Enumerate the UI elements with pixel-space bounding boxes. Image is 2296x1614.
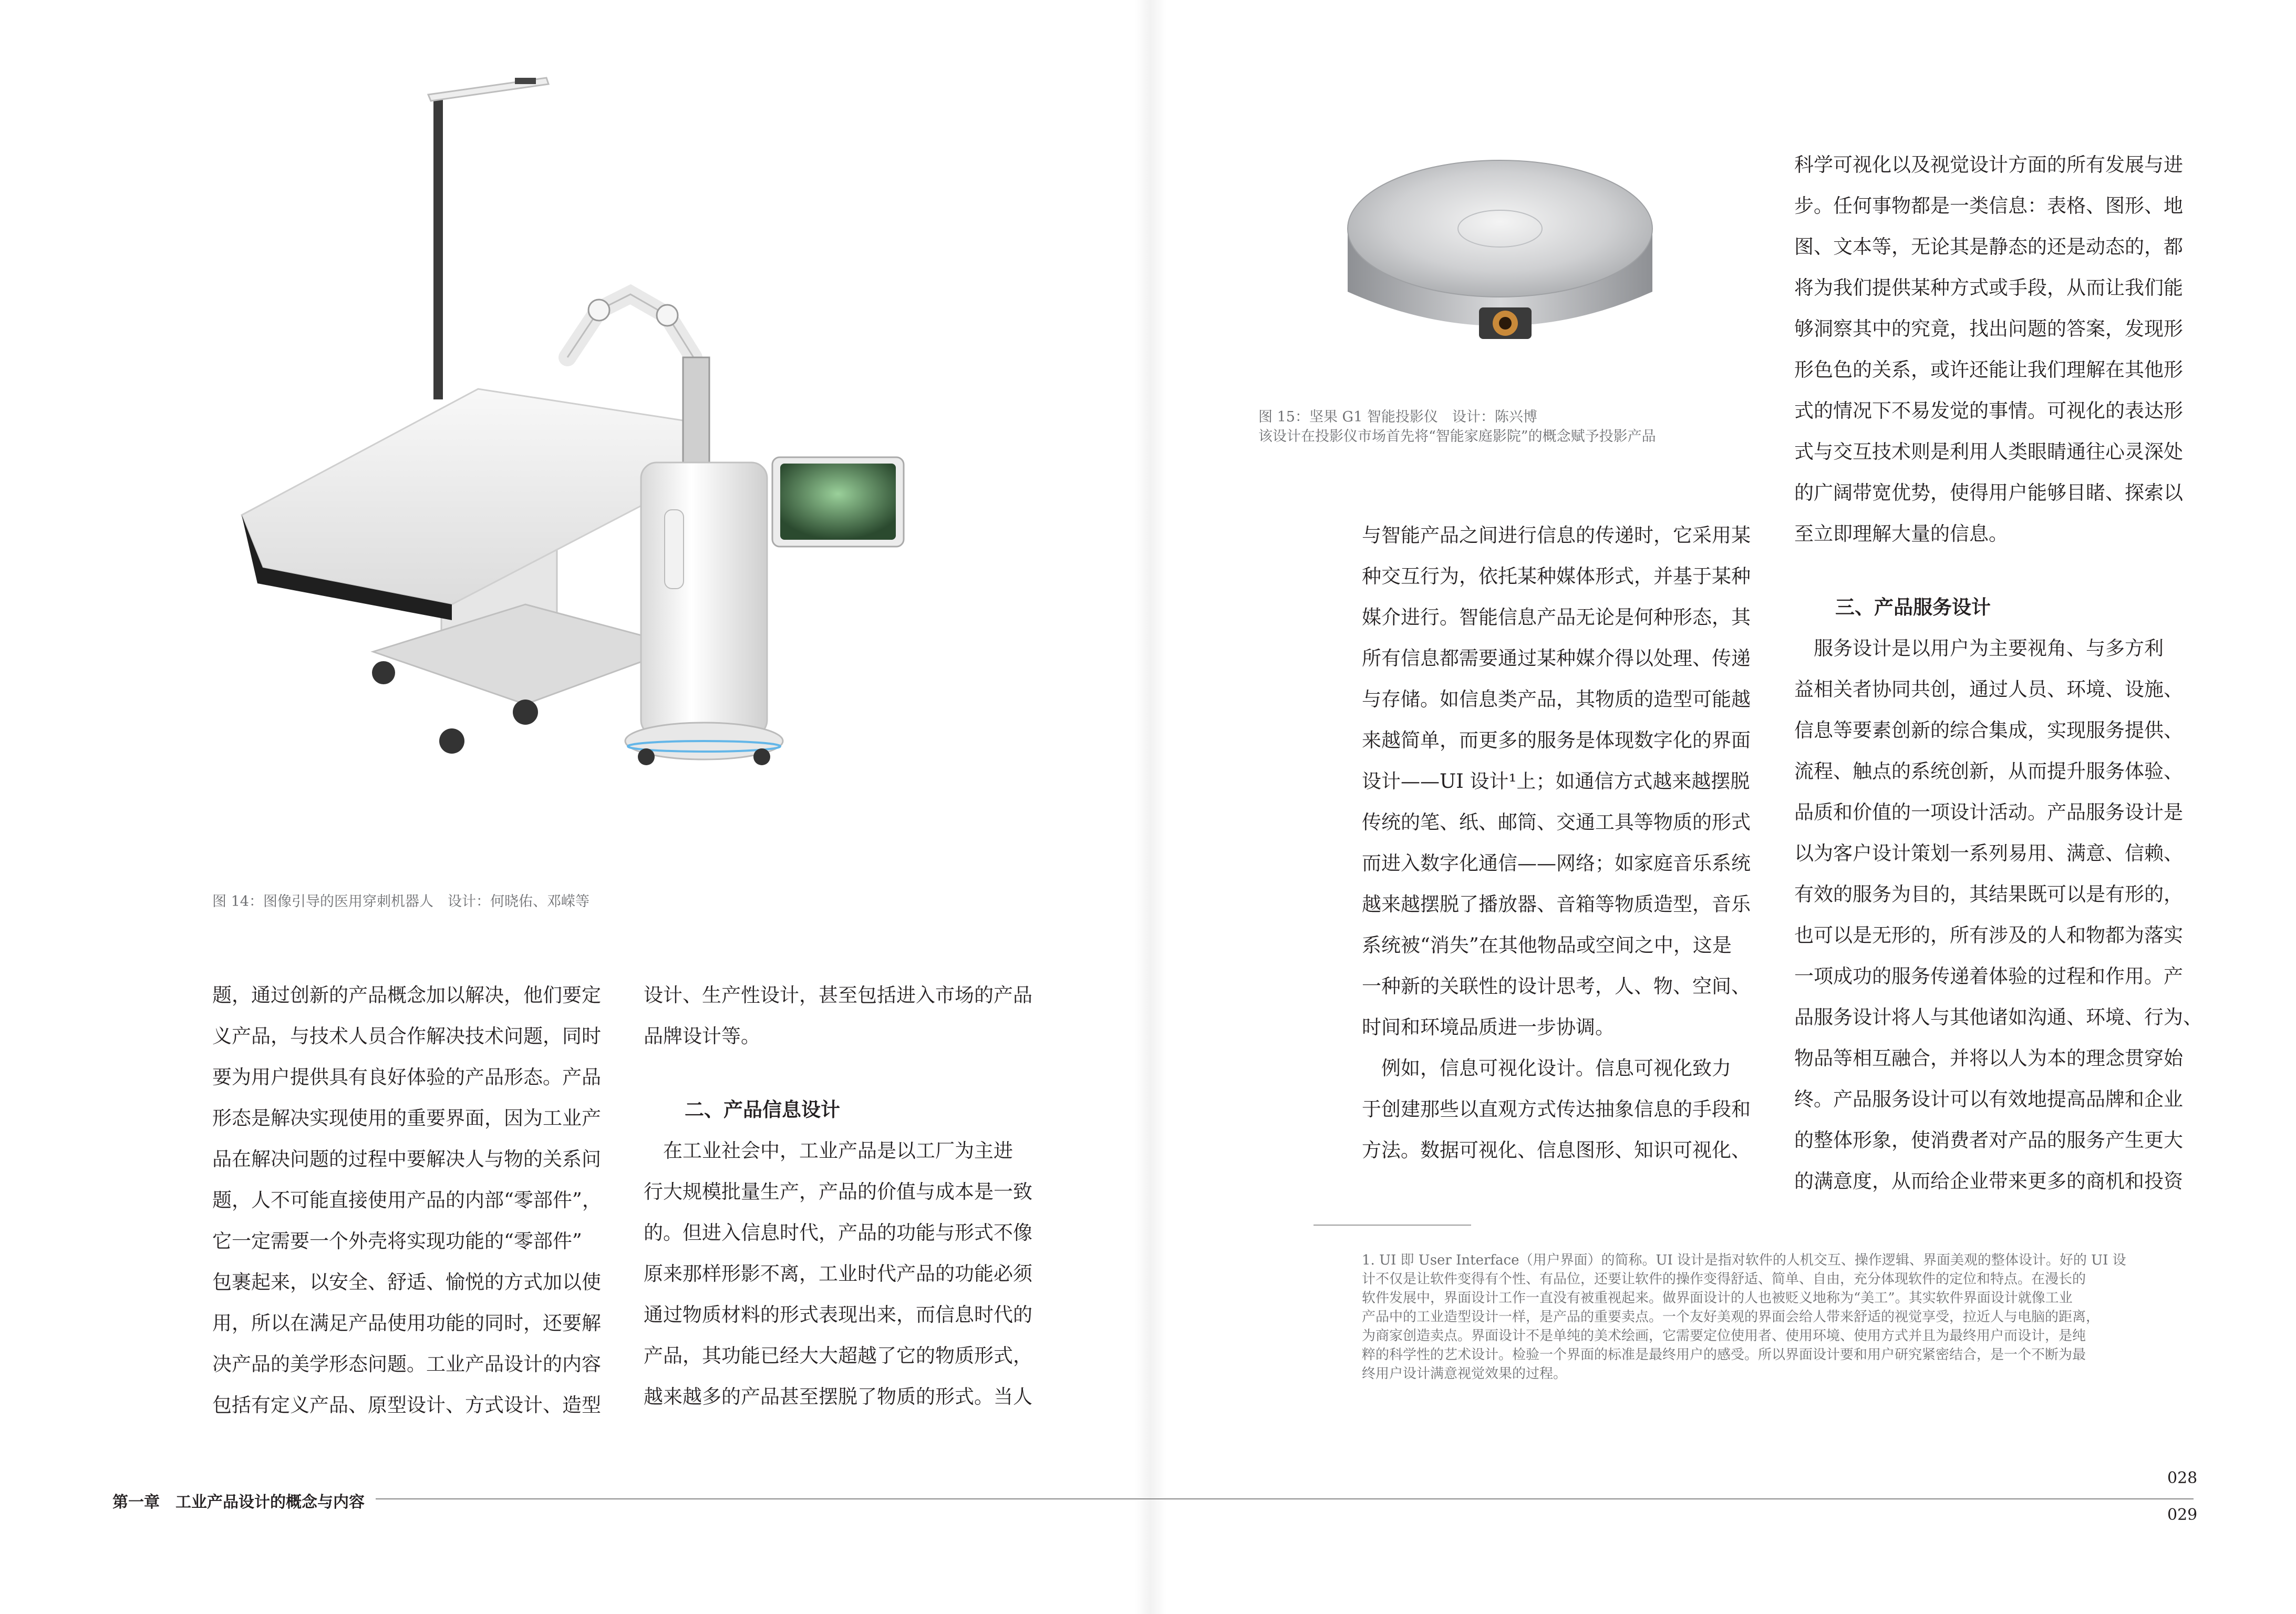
- page-gutter: [1135, 0, 1166, 1614]
- text-line: 种交互行为，依托某种媒体形式，并基于某种: [1362, 565, 1751, 588]
- text-line: 媒介进行。智能信息产品无论是何种形态，其: [1362, 606, 1751, 629]
- text-line: 式与交互技术则是利用人类眼睛通往心灵深处: [1794, 440, 2183, 463]
- text-line: 题，人不可能直接使用产品的内部“零部件”，: [212, 1189, 602, 1211]
- text-line: 通过物质材料的形式表现出来，而信息时代的: [644, 1303, 1032, 1326]
- text-line: 题，通过创新的产品概念加以解决，他们要定: [212, 984, 601, 1006]
- text-line: 所有信息都需要通过某种媒介得以处理、传递: [1362, 647, 1751, 670]
- page-number-left: 028: [2167, 1469, 2198, 1487]
- text-line: 包裹起来，以安全、舒适、愉悦的方式加以使: [212, 1271, 601, 1293]
- footnote-line: 1. UI 即 User Interface（用户界面）的简称。UI 设计是指对软件的人机交互、操作逻辑、界面美观的整体设计。好的 UI 设: [1362, 1252, 2126, 1268]
- figure-14-robot-image: [231, 63, 956, 809]
- footnote-line: 产品中的工业造型设计一样，是产品的重要卖点。一个友好美观的界面会给人带来舒适的视觉享受，拉近人与电脑的距离，: [1362, 1309, 2100, 1325]
- footnote-line: 为商家创造卖点。界面设计不是单纯的美术绘画，它需要定位使用者、使用环境、使用方式并且为最终用户而设计，是纯: [1362, 1328, 2086, 1344]
- text-line: 至立即理解大量的信息。: [1794, 522, 2008, 545]
- text-line: 与智能产品之间进行信息的传递时，它采用某: [1362, 524, 1751, 547]
- text-line: 够洞察其中的究竟，找出问题的答案，发现形: [1794, 317, 2183, 340]
- text-line: 在工业社会中，工业产品是以工厂为主进: [644, 1139, 1013, 1162]
- text-line: 以为客户设计策划一系列易用、满意、信赖、: [1794, 842, 2183, 865]
- text-line: 传统的笔、纸、邮筒、交通工具等物质的形式: [1362, 811, 1751, 834]
- footnote: [1362, 1251, 2126, 1383]
- text-line: 要为用户提供具有良好体验的产品形态。产品: [212, 1066, 601, 1088]
- text-line: 设计、生产性设计，甚至包括进入市场的产品: [644, 984, 1032, 1006]
- text-line: 越来越摆脱了播放器、音箱等物质造型，音乐: [1362, 893, 1751, 916]
- text-line: 物品等相互融合，并将以人为本的理念贯穿始: [1794, 1047, 2183, 1070]
- footnote-line: 计不仅是让软件变得有个性、有品位，还要让软件的操作变得舒适、简单、自由，充分体现软件的定位和特点。在漫长的: [1362, 1271, 2086, 1287]
- text-line: 有效的服务为目的，其结果既可以是有形的，: [1794, 883, 2183, 906]
- text-line: 式的情况下不易发觉的事情。可视化的表达形: [1794, 399, 2183, 422]
- text-line: 来越简单，而更多的服务是体现数字化的界面: [1362, 729, 1751, 752]
- text-line: 步。任何事物都是一类信息：表格、图形、地: [1794, 194, 2183, 217]
- page-number-right: 029: [2167, 1506, 2198, 1524]
- text-line: 益相关者协同共创，通过人员、环境、设施、: [1794, 678, 2183, 701]
- text-line: 服务设计是以用户为主要视角、与多方利: [1794, 637, 2164, 660]
- text-line: 设计——UI 设计¹上；如通信方式越来越摆脱: [1362, 770, 1750, 793]
- text-line: 系统被“消失”在其他物品或空间之中，这是: [1362, 934, 1732, 957]
- text-line: 方法。数据可视化、信息图形、知识可视化、: [1362, 1139, 1751, 1161]
- text-line: 信息等要素创新的综合集成，实现服务提供、: [1794, 719, 2183, 742]
- text-line: 形色色的关系，或许还能让我们理解在其他形: [1794, 358, 2183, 381]
- figure-15-projector-image: [1337, 134, 1663, 381]
- left-page-column-2: [644, 975, 1032, 1417]
- text-line: 用，所以在满足产品使用功能的同时，还要解: [212, 1312, 601, 1334]
- text-line: 行大规模批量生产，产品的价值与成本是一致: [644, 1180, 1032, 1203]
- figure-15-caption-line-1: 图 15：坚果 G1 智能投影仪 设计：陈兴博: [1258, 409, 1537, 425]
- footnote-line: 软件发展中，界面设计工作一直没有被重视起来。做界面设计的人也被贬义地称为“美工”。其实软件界面设计就像工业: [1362, 1290, 2073, 1306]
- text-line: 品服务设计将人与其他诸如沟通、环境、行为、: [1794, 1006, 2202, 1029]
- text-line: 科学可视化以及视觉设计方面的所有发展与进: [1794, 153, 2183, 176]
- text-line: 的整体形象，使消费者对产品的服务产生更大: [1794, 1129, 2183, 1152]
- text-line: 的满意度，从而给企业带来更多的商机和投资: [1794, 1170, 2183, 1192]
- text-line: 将为我们提供某种方式或手段，从而让我们能: [1794, 276, 2183, 299]
- footnote-line: 终用户设计满意视觉效果的过程。: [1362, 1366, 1567, 1382]
- text-line: 而进入数字化通信——网络；如家庭音乐系统: [1362, 852, 1751, 875]
- text-line: 产品，其功能已经大大超越了它的物质形式，: [644, 1344, 1032, 1367]
- text-line: 终。产品服务设计可以有效地提高品牌和企业: [1794, 1088, 2183, 1111]
- section-heading-2: 二、产品信息设计: [685, 1098, 840, 1121]
- chapter-footer: 第一章 工业产品设计的概念与内容: [112, 1493, 365, 1512]
- footnote-line: 粹的科学性的艺术设计。检验一个界面的标准是最终用户的感受。所以界面设计要和用户研究紧密结合，是一个不断为最: [1362, 1347, 2086, 1363]
- left-page-column-1: [212, 975, 602, 1426]
- text-line: 一种新的关联性的设计思考，人、物、空间、: [1362, 975, 1751, 998]
- text-line: 图、文本等，无论其是静态的还是动态的，都: [1794, 235, 2183, 258]
- text-line: 的。但进入信息时代，产品的功能与形式不像: [644, 1221, 1032, 1244]
- text-line: 品在解决问题的过程中要解决人与物的关系问: [212, 1148, 601, 1170]
- text-line: 于创建那些以直观方式传达抽象信息的手段和: [1362, 1098, 1751, 1120]
- text-line: 流程、触点的系统创新，从而提升服务体验、: [1794, 760, 2183, 783]
- right-page-column-2: [1794, 145, 2202, 1202]
- text-line: 品牌设计等。: [644, 1025, 760, 1047]
- text-line: 它一定需要一个外壳将实现功能的“零部件”: [212, 1230, 582, 1252]
- text-line: 的广阔带宽优势，使得用户能够目睹、探索以: [1794, 481, 2183, 504]
- text-line: 原来那样形影不离，工业时代产品的功能必须: [644, 1262, 1032, 1285]
- text-line: 义产品，与技术人员合作解决技术问题，同时: [212, 1025, 601, 1047]
- text-line: 决产品的美学形态问题。工业产品设计的内容: [212, 1353, 601, 1375]
- footnote-separator: [1314, 1225, 1471, 1226]
- figure-15-caption-line-2: 该设计在投影仪市场首先将“智能家庭影院”的概念赋予投影产品: [1258, 428, 1656, 445]
- text-line: 一项成功的服务传递着体验的过程和作用。产: [1794, 965, 2183, 988]
- figure-14-caption: 图 14：图像引导的医用穿刺机器人 设计：何晓佑、邓嵘等: [212, 893, 589, 910]
- footer-rule: [376, 1498, 2194, 1499]
- text-line: 与存储。如信息类产品，其物质的造型可能越: [1362, 688, 1751, 711]
- right-page-column-1: [1362, 515, 1751, 1171]
- text-line: 形态是解决实现使用的重要界面，因为工业产: [212, 1107, 601, 1129]
- text-line: 也可以是无形的，所有涉及的人和物都为落实: [1794, 924, 2183, 947]
- section-heading-3: 三、产品服务设计: [1835, 596, 1991, 619]
- text-line: 例如，信息可视化设计。信息可视化致力: [1362, 1057, 1731, 1080]
- text-line: 时间和环境品质进一步协调。: [1362, 1016, 1615, 1039]
- text-line: 包括有定义产品、原型设计、方式设计、造型: [212, 1394, 601, 1416]
- text-line: 越来越多的产品甚至摆脱了物质的形式。当人: [644, 1385, 1032, 1408]
- text-line: 品质和价值的一项设计活动。产品服务设计是: [1794, 801, 2183, 824]
